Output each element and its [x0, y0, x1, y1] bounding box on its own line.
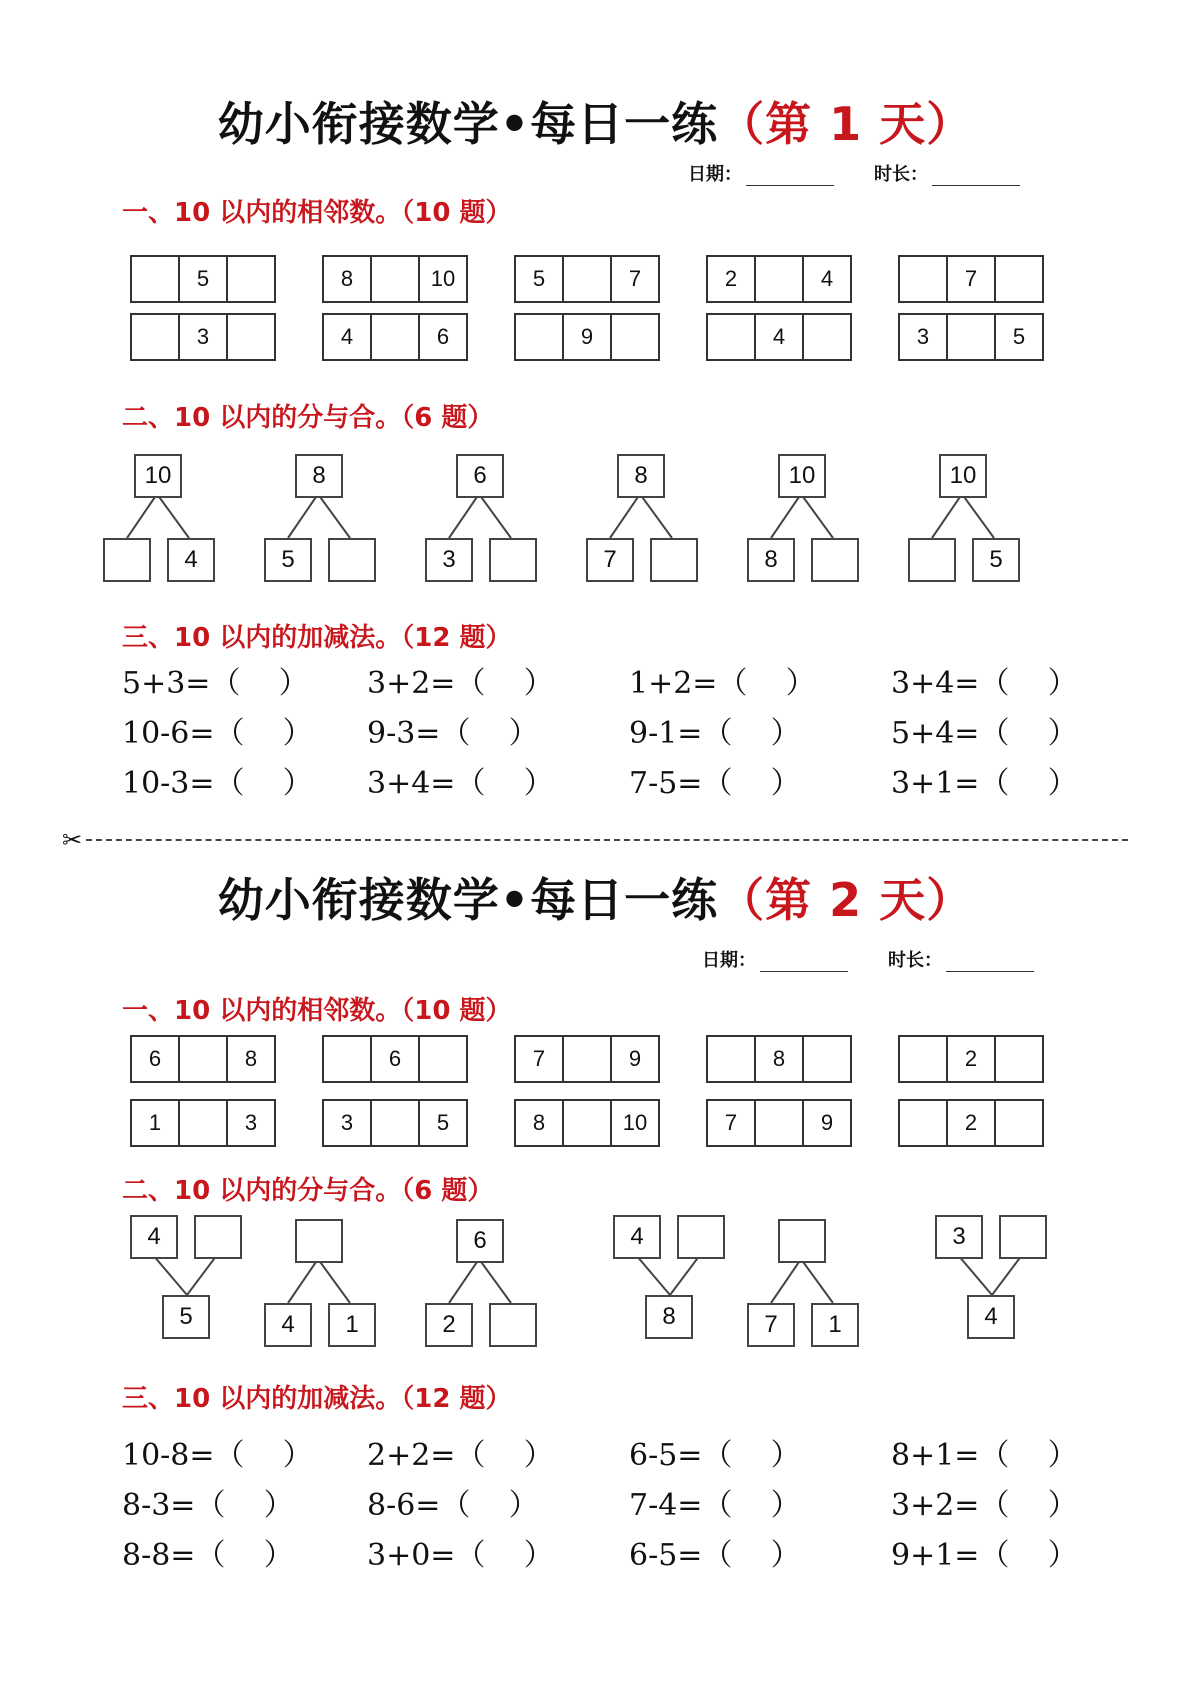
number-box[interactable] — [677, 1215, 725, 1259]
equation[interactable]: 6-5=（ ） — [629, 1538, 801, 1573]
number-box[interactable] — [103, 538, 151, 582]
number-cell[interactable] — [132, 315, 178, 359]
number-cell[interactable]: 5 — [178, 257, 226, 301]
number-box[interactable]: 5 — [162, 1295, 210, 1339]
cut-line — [62, 826, 1128, 854]
number-box[interactable] — [811, 538, 859, 582]
neighbor-group — [322, 1035, 468, 1083]
number-cell[interactable] — [754, 257, 802, 301]
decomposition-tree — [266, 450, 427, 580]
number-box[interactable]: 5 — [972, 538, 1020, 582]
number-box[interactable]: 7 — [586, 538, 634, 582]
number-cell[interactable] — [994, 257, 1042, 301]
number-box[interactable]: 6 — [456, 1219, 504, 1263]
number-box[interactable] — [295, 1219, 343, 1263]
number-box[interactable]: 4 — [613, 1215, 661, 1259]
number-box[interactable] — [908, 538, 956, 582]
number-cell[interactable]: 3 — [340, 1110, 354, 1135]
number-cell[interactable]: 8 — [226, 1037, 274, 1081]
day2-neighbors-row-1 — [130, 1035, 1044, 1083]
day2-equations — [122, 1438, 1091, 1574]
number-cell[interactable]: 9 — [802, 1101, 850, 1145]
duration-blank[interactable] — [932, 167, 1020, 186]
day2-title-main: 幼小衔接数学•每日一练 — [217, 873, 719, 927]
number-cell[interactable] — [802, 1037, 850, 1081]
equation[interactable]: 3+4=（ ） — [367, 766, 554, 801]
day2-trees — [105, 1215, 1071, 1345]
day1-title-day: （第 1 天） — [718, 97, 974, 151]
number-box[interactable]: 1 — [328, 1303, 376, 1347]
day2-duration — [888, 946, 1034, 972]
day2-neighbors-row-2 — [130, 1099, 1044, 1147]
date-label: 日期： — [688, 164, 742, 185]
number-cell[interactable]: 2 — [946, 1101, 994, 1145]
equation[interactable]: 10-3=（ ） — [122, 766, 313, 801]
day2-title-day: （第 2 天） — [718, 873, 974, 927]
equation[interactable]: 8+1=（ ） — [891, 1438, 1078, 1473]
day1-section-3-heading: 三、10 以内的加减法。（12 题） — [122, 623, 512, 653]
neighbor-group — [514, 1035, 660, 1083]
number-cell[interactable] — [562, 257, 610, 301]
number-cell[interactable] — [562, 1037, 610, 1081]
scissors-icon: ✂ — [62, 826, 83, 854]
day1-duration — [874, 160, 1020, 186]
neighbor-group — [514, 255, 660, 303]
number-box[interactable]: 8 — [645, 1295, 693, 1339]
number-cell[interactable] — [900, 1037, 946, 1081]
number-cell[interactable] — [418, 1037, 466, 1081]
neighbor-group — [898, 1035, 1044, 1083]
number-box[interactable]: 8 — [617, 454, 665, 498]
number-cell[interactable]: 3 — [916, 324, 930, 349]
equation[interactable]: 3+1=（ ） — [891, 766, 1078, 801]
decomposition-tree — [105, 1215, 266, 1345]
neighbor-group — [130, 313, 276, 361]
number-cell[interactable] — [370, 1101, 418, 1145]
equation[interactable]: 7-5=（ ） — [629, 766, 801, 801]
date-blank[interactable] — [746, 167, 834, 186]
neighbor-group — [898, 1099, 1044, 1147]
neighbor-group — [130, 1035, 276, 1083]
number-box[interactable]: 8 — [295, 454, 343, 498]
number-cell[interactable] — [994, 1101, 1042, 1145]
number-box[interactable] — [489, 538, 537, 582]
number-cell[interactable]: 8 — [754, 1037, 802, 1081]
number-cell[interactable] — [610, 315, 658, 359]
equation[interactable]: 10-6=（ ） — [122, 716, 313, 751]
decomposition-tree — [749, 450, 910, 580]
decomposition-tree — [588, 1215, 749, 1345]
day1-trees — [105, 450, 1071, 580]
number-cell[interactable] — [802, 315, 850, 359]
neighbor-group — [706, 1099, 852, 1147]
number-cell[interactable] — [900, 1101, 946, 1145]
equation[interactable]: 6-5=（ ） — [629, 1438, 801, 1473]
decomposition-tree — [910, 1215, 1071, 1345]
equation[interactable]: 9-1=（ ） — [629, 716, 801, 751]
number-cell[interactable]: 7 — [946, 257, 994, 301]
day1-section-1-heading: 一、10 以内的相邻数。（10 题） — [122, 198, 512, 228]
number-cell[interactable] — [562, 1101, 610, 1145]
equation[interactable]: 5+4=（ ） — [891, 716, 1078, 751]
number-cell[interactable] — [370, 257, 418, 301]
number-cell[interactable] — [994, 1037, 1042, 1081]
day1-equations — [122, 666, 1091, 802]
number-cell[interactable]: 8 — [532, 1110, 546, 1135]
number-cell[interactable]: 9 — [562, 315, 610, 359]
day1-meta — [688, 160, 1020, 186]
number-box[interactable]: 5 — [264, 538, 312, 582]
dashed-line — [86, 839, 1128, 841]
duration-label: 时长： — [888, 950, 942, 971]
day2-section-3-heading: 三、10 以内的加减法。（12 题） — [122, 1384, 512, 1414]
number-cell[interactable]: 10 — [610, 1101, 658, 1145]
number-cell[interactable] — [132, 257, 178, 301]
day1-section-2-heading: 二、10 以内的分与合。（6 题） — [122, 403, 494, 433]
equation[interactable]: 1+2=（ ） — [629, 666, 816, 701]
number-box[interactable]: 6 — [456, 454, 504, 498]
neighbor-group — [322, 313, 468, 361]
neighbor-group — [706, 255, 852, 303]
decomposition-tree — [266, 1215, 427, 1345]
equation[interactable]: 9-3=（ ） — [367, 716, 539, 751]
number-cell[interactable]: 6 — [148, 1046, 162, 1071]
equation[interactable]: 3+2=（ ） — [891, 1488, 1078, 1523]
decomposition-tree — [749, 1215, 910, 1345]
decomposition-tree — [427, 450, 588, 580]
equation[interactable]: 2+2=（ ） — [367, 1438, 554, 1473]
number-cell[interactable] — [754, 1101, 802, 1145]
date-blank[interactable] — [760, 953, 848, 972]
number-cell[interactable]: 7 — [610, 257, 658, 301]
neighbor-group — [322, 1099, 468, 1147]
day1-neighbors-row-1 — [130, 255, 1044, 303]
number-cell[interactable] — [708, 1037, 754, 1081]
number-box[interactable]: 4 — [264, 1303, 312, 1347]
number-box[interactable]: 10 — [134, 454, 182, 498]
neighbor-group — [898, 255, 1044, 303]
day1-date — [688, 160, 834, 186]
number-box[interactable] — [489, 1303, 537, 1347]
decomposition-tree — [910, 450, 1071, 580]
day2-section-1-heading: 一、10 以内的相邻数。（10 题） — [122, 996, 512, 1026]
neighbor-group — [130, 255, 276, 303]
number-box[interactable]: 10 — [939, 454, 987, 498]
number-box[interactable]: 2 — [425, 1303, 473, 1347]
neighbor-group — [514, 313, 660, 361]
number-cell[interactable]: 7 — [532, 1046, 546, 1071]
number-cell[interactable]: 1 — [148, 1110, 162, 1135]
equation[interactable]: 3+2=（ ） — [367, 666, 554, 701]
decomposition-tree — [427, 1215, 588, 1345]
number-cell[interactable]: 6 — [418, 315, 466, 359]
equation[interactable]: 5+3=（ ） — [122, 666, 309, 701]
number-cell[interactable]: 3 — [178, 315, 226, 359]
number-box[interactable] — [999, 1215, 1047, 1259]
number-cell[interactable] — [226, 315, 274, 359]
neighbor-group — [514, 1099, 660, 1147]
number-cell[interactable] — [900, 257, 946, 301]
number-cell[interactable]: 4 — [802, 257, 850, 301]
duration-blank[interactable] — [946, 953, 1034, 972]
day1-title-main: 幼小衔接数学•每日一练 — [217, 97, 719, 151]
number-cell[interactable] — [226, 257, 274, 301]
number-cell[interactable]: 3 — [226, 1101, 274, 1145]
number-cell[interactable]: 6 — [370, 1037, 418, 1081]
decomposition-tree — [105, 450, 266, 580]
equation[interactable]: 10-8=（ ） — [122, 1438, 313, 1473]
decomposition-tree — [588, 450, 749, 580]
number-cell[interactable] — [370, 315, 418, 359]
day2-date — [702, 946, 848, 972]
neighbor-group — [706, 1035, 852, 1083]
number-cell[interactable]: 5 — [994, 315, 1042, 359]
number-cell[interactable]: 2 — [724, 266, 738, 291]
number-box[interactable]: 4 — [967, 1295, 1015, 1339]
number-box[interactable]: 4 — [130, 1215, 178, 1259]
number-box[interactable]: 3 — [425, 538, 473, 582]
number-cell[interactable]: 5 — [418, 1101, 466, 1145]
date-label: 日期： — [702, 950, 756, 971]
day2-section-2-heading: 二、10 以内的分与合。（6 题） — [122, 1176, 494, 1206]
number-box[interactable] — [650, 538, 698, 582]
equation[interactable]: 8-8=（ ） — [122, 1538, 294, 1573]
day1-title — [0, 88, 1191, 154]
equation[interactable]: 8-6=（ ） — [367, 1488, 539, 1523]
number-cell[interactable]: 7 — [724, 1110, 738, 1135]
number-cell[interactable]: 9 — [610, 1037, 658, 1081]
number-box[interactable]: 7 — [747, 1303, 795, 1347]
number-box[interactable]: 8 — [747, 538, 795, 582]
day2-title — [0, 864, 1191, 930]
neighbor-group — [322, 255, 468, 303]
equation[interactable]: 7-4=（ ） — [629, 1488, 801, 1523]
number-cell[interactable] — [178, 1101, 226, 1145]
number-box[interactable]: 10 — [778, 454, 826, 498]
number-box[interactable]: 3 — [935, 1215, 983, 1259]
day1-neighbors-row-2 — [130, 313, 1044, 361]
equation[interactable]: 8-3=（ ） — [122, 1488, 294, 1523]
day2-meta — [702, 946, 1034, 972]
number-cell[interactable]: 5 — [532, 266, 546, 291]
duration-label: 时长： — [874, 164, 928, 185]
equation[interactable]: 3+4=（ ） — [891, 666, 1078, 701]
number-cell[interactable] — [946, 315, 994, 359]
number-cell[interactable] — [516, 315, 562, 359]
number-box[interactable] — [194, 1215, 242, 1259]
number-box[interactable] — [328, 538, 376, 582]
neighbor-group — [130, 1099, 276, 1147]
equation[interactable]: 9+1=（ ） — [891, 1538, 1078, 1573]
number-cell[interactable]: 8 — [340, 266, 354, 291]
number-cell[interactable] — [708, 315, 754, 359]
number-cell[interactable]: 10 — [418, 257, 466, 301]
number-cell[interactable]: 4 — [754, 315, 802, 359]
equation[interactable]: 3+0=（ ） — [367, 1538, 554, 1573]
neighbor-group — [898, 313, 1044, 361]
number-cell[interactable]: 4 — [340, 324, 354, 349]
number-cell[interactable] — [324, 1037, 370, 1081]
number-box[interactable]: 1 — [811, 1303, 859, 1347]
number-cell[interactable] — [178, 1037, 226, 1081]
number-box[interactable]: 4 — [167, 538, 215, 582]
number-cell[interactable]: 2 — [946, 1037, 994, 1081]
number-box[interactable] — [778, 1219, 826, 1263]
neighbor-group — [706, 313, 852, 361]
